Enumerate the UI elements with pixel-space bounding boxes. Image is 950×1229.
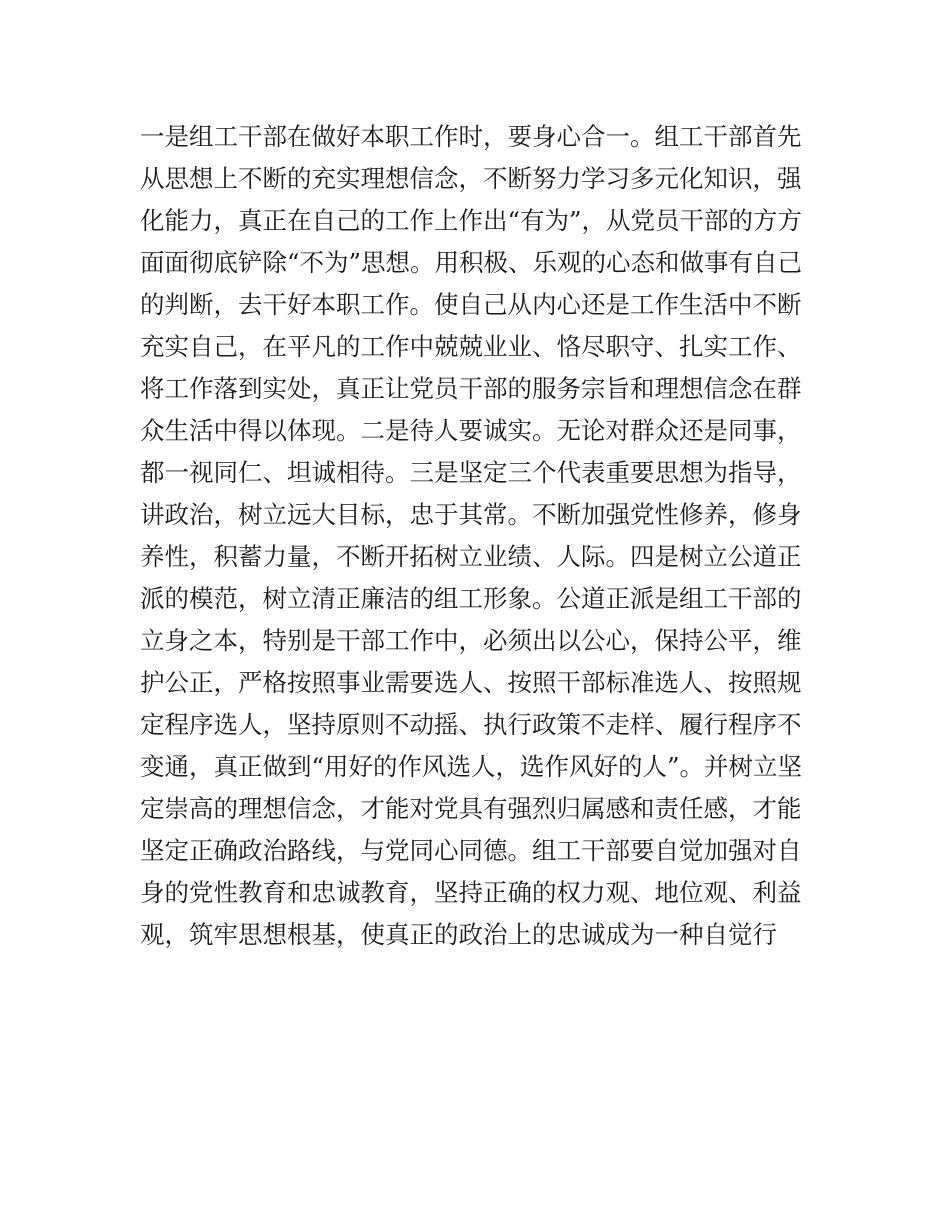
text-line: 众生活中得以体现。二是待人要诚实。无论对群众还是同事， bbox=[140, 416, 802, 445]
text-line: 定程序选人，坚持原则不动摇、执行政策不走样、履行程序不 bbox=[140, 710, 802, 739]
text-line: 面面彻底铲除“不为”思想。用积极、乐观的心态和做事有自己 bbox=[140, 248, 803, 277]
text-line: 讲政治，树立远大目标，忠于其常。不断加强党性修养，修身 bbox=[140, 500, 802, 529]
text-line: 一是组工干部在做好本职工作时，要身心合一。组工干部首先 bbox=[140, 122, 802, 151]
text-line: 派的模范，树立清正廉洁的组工形象。公道正派是组工干部的 bbox=[140, 584, 802, 613]
text-line: 的判断，去干好本职工作。使自己从内心还是工作生活中不断 bbox=[140, 290, 802, 319]
text-line: 定崇高的理想信念，才能对党具有强烈归属感和责任感，才能 bbox=[140, 794, 802, 823]
text-line: 将工作落到实处，真正让党员干部的服务宗旨和理想信念在群 bbox=[140, 374, 802, 403]
text-line: 充实自己，在平凡的工作中兢兢业业、恪尽职守、扎实工作、 bbox=[140, 332, 802, 361]
text-line: 从思想上不断的充实理想信念，不断努力学习多元化知识，强 bbox=[140, 164, 802, 193]
text-line: 化能力，真正在自己的工作上作出“有为”，从党员干部的方方 bbox=[140, 206, 803, 235]
text-line: 观，筑牢思想根基，使真正的政治上的忠诚成为一种自觉行 bbox=[140, 920, 777, 949]
text-line: 养性，积蓄力量，不断开拓树立业绩、人际。四是树立公道正 bbox=[140, 542, 802, 571]
body-paragraph bbox=[140, 116, 815, 956]
text-line: 都一视同仁、坦诚相待。三是坚定三个代表重要思想为指导， bbox=[140, 458, 802, 487]
text-line: 立身之本，特别是干部工作中，必须出以公心，保持公平，维 bbox=[140, 626, 802, 655]
text-line: 护公正，严格按照事业需要选人、按照干部标准选人、按照规 bbox=[140, 668, 802, 697]
text-line: 身的党性教育和忠诚教育，坚持正确的权力观、地位观、利益 bbox=[140, 878, 802, 907]
text-line: 坚定正确政治路线，与党同心同德。组工干部要自觉加强对自 bbox=[140, 836, 802, 865]
text-line: 变通，真正做到“用好的作风选人，选作风好的人”。并树立坚 bbox=[140, 752, 803, 781]
